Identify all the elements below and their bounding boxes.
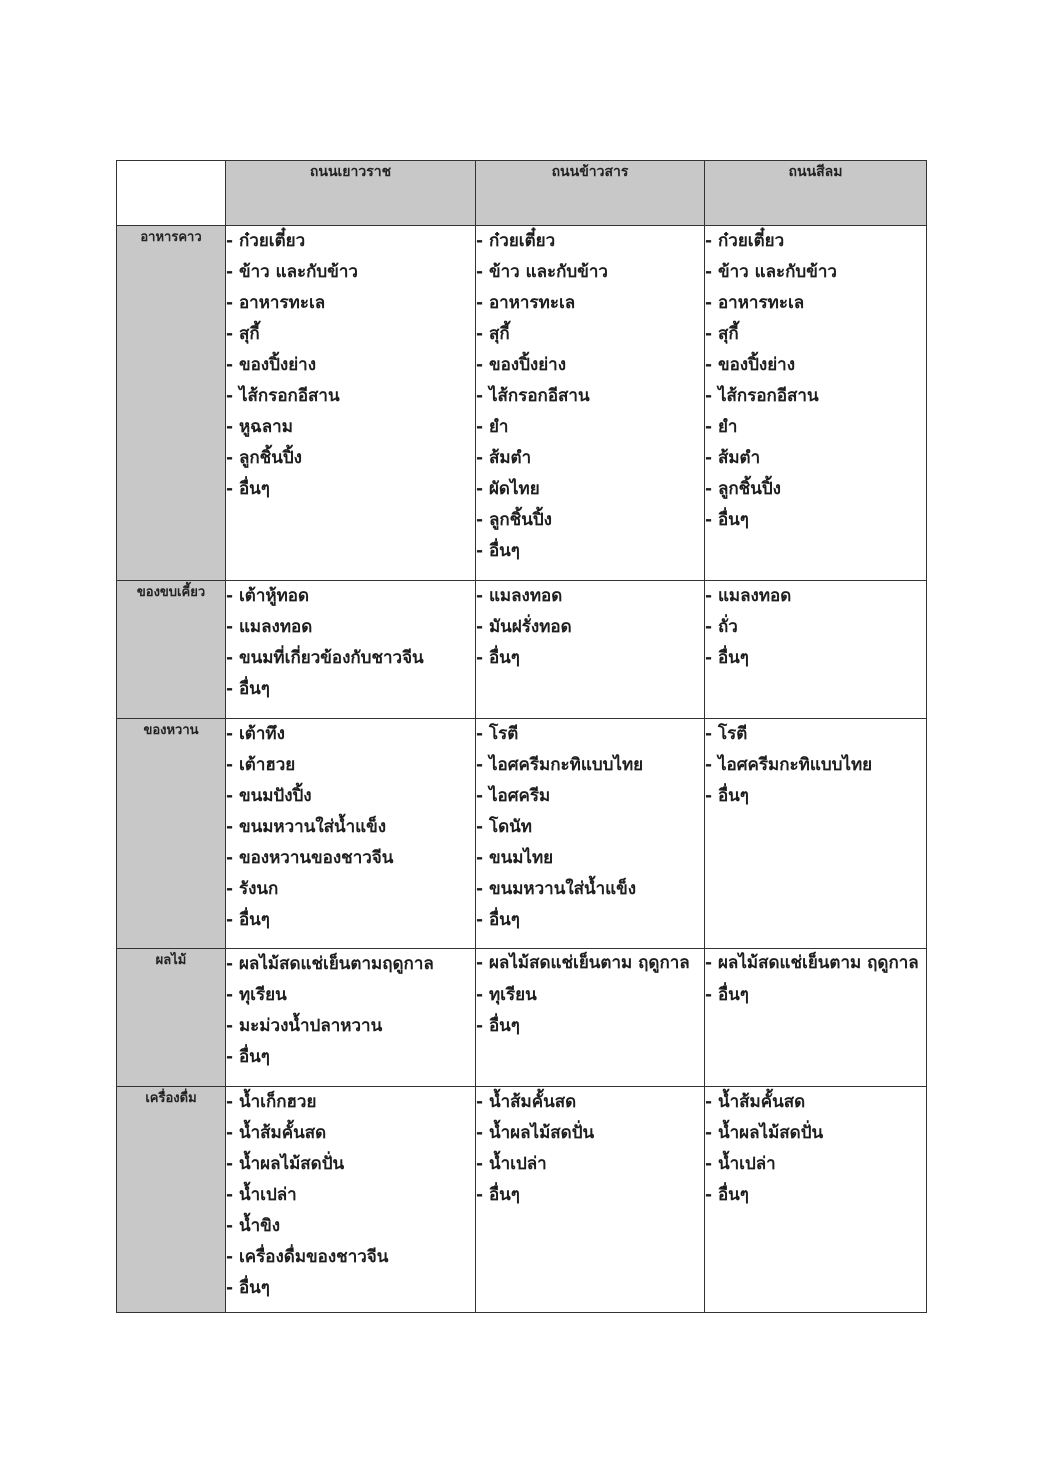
row-header-snacks: ของขบเคี้ยว <box>117 581 226 719</box>
list-item: - ขนมที่เกี่ยวข้องกับชาวจีน <box>226 648 424 668</box>
item-list <box>226 719 475 936</box>
list-item: - เต้าฮวย <box>226 755 296 775</box>
list-item: - ถั่ว <box>705 617 738 637</box>
list-item: - อื่นๆ <box>226 1278 270 1298</box>
list-item: - ข้าว และกับข้าว <box>476 262 608 282</box>
corner-cell <box>117 161 226 226</box>
item-list <box>226 1087 475 1304</box>
table-cell <box>476 581 705 719</box>
list-item: - มะม่วงน้ำปลาหวาน <box>226 1016 383 1036</box>
table-cell <box>705 949 927 1087</box>
header-row <box>117 161 927 226</box>
item-list <box>476 226 704 567</box>
column-header-yaowarat: ถนนเยาวราช <box>226 161 476 226</box>
list-item: - ผัดไทย <box>476 479 540 499</box>
list-item: - ของปิ้งย่าง <box>226 355 317 375</box>
table-row <box>117 1087 927 1313</box>
row-header-savory: อาหารคาว <box>117 226 226 581</box>
list-item: - น้ำส้มคั้นสด <box>226 1123 327 1143</box>
table-cell <box>226 1087 476 1313</box>
list-item: - ผลไม้สดแช่เย็นตาม ฤดูกาล <box>476 953 690 973</box>
list-item: - หูฉลาม <box>226 417 293 437</box>
list-item: - ลูกชิ้นปิ้ง <box>705 479 781 499</box>
list-item: - ยำ <box>705 417 738 437</box>
list-item: - ไส้กรอกอีสาน <box>226 386 340 406</box>
list-item: - ก๋วยเตี๋ยว <box>476 231 556 251</box>
list-item: - แมลงทอด <box>705 586 792 606</box>
list-item: - ข้าว และกับข้าว <box>705 262 837 282</box>
list-item: - น้ำขิง <box>226 1216 281 1236</box>
list-item: - โดนัท <box>476 817 532 837</box>
table-cell <box>476 719 705 949</box>
list-item: - น้ำผลไม้สดปั่น <box>476 1123 595 1143</box>
table-cell <box>476 1087 705 1313</box>
list-item: - อื่นๆ <box>705 786 749 806</box>
list-item: - โรตี <box>476 724 519 744</box>
list-item: - ไอศครีมกะทิแบบไทย <box>476 755 644 775</box>
list-item: - เต้าหู้ทอด <box>226 586 310 606</box>
table-cell <box>226 719 476 949</box>
list-item: - เต้าทึง <box>226 724 285 744</box>
list-item: - น้ำผลไม้สดปั่น <box>226 1154 345 1174</box>
table-cell <box>705 719 927 949</box>
table-cell <box>476 949 705 1087</box>
row-header-drinks: เครื่องดื่ม <box>117 1087 226 1313</box>
list-item: - อื่นๆ <box>476 1185 520 1205</box>
item-list <box>226 949 475 1073</box>
list-item: - ขนมไทย <box>476 848 554 868</box>
list-item: - อื่นๆ <box>705 648 749 668</box>
list-item: - น้ำเปล่า <box>705 1154 776 1174</box>
item-list <box>476 949 704 1042</box>
list-item: - ทุเรียน <box>226 985 287 1005</box>
list-item: - ขนมปังปิ้ง <box>226 786 312 806</box>
list-item: - น้ำเก็กฮวย <box>226 1092 317 1112</box>
table-row <box>117 581 927 719</box>
list-item: - อื่นๆ <box>705 510 749 530</box>
table-row <box>117 949 927 1087</box>
item-list <box>476 719 704 936</box>
list-item: - สุกี้ <box>705 324 739 344</box>
list-item: - อื่นๆ <box>476 541 520 561</box>
item-list <box>226 226 475 505</box>
item-list <box>705 719 926 812</box>
list-item: - ไส้กรอกอีสาน <box>476 386 590 406</box>
table-cell <box>226 226 476 581</box>
list-item: - น้ำส้มคั้นสด <box>705 1092 806 1112</box>
list-item: - ทุเรียน <box>476 985 537 1005</box>
item-list <box>476 581 704 674</box>
table-row <box>117 719 927 949</box>
list-item: - ไส้กรอกอีสาน <box>705 386 819 406</box>
list-item: - ส้มตำ <box>476 448 532 468</box>
item-list <box>705 1087 926 1211</box>
list-item: - อาหารทะเล <box>705 293 805 313</box>
item-list <box>705 226 926 536</box>
list-item: - ลูกชิ้นปิ้ง <box>226 448 302 468</box>
list-item: - ส้มตำ <box>705 448 761 468</box>
table-cell <box>226 581 476 719</box>
table-cell <box>476 226 705 581</box>
list-item: - น้ำส้มคั้นสด <box>476 1092 577 1112</box>
list-item: - มันฝรั่งทอด <box>476 617 572 637</box>
list-item: - ขนมหวานใส่น้ำแข็ง <box>226 817 387 837</box>
column-header-khaosan: ถนนข้าวสาร <box>476 161 705 226</box>
list-item: - ยำ <box>476 417 509 437</box>
table-cell <box>226 949 476 1087</box>
table-cell <box>705 226 927 581</box>
list-item: - อื่นๆ <box>476 1016 520 1036</box>
food-comparison-table <box>116 160 927 1313</box>
list-item: - เครื่องดื่มของชาวจีน <box>226 1247 389 1267</box>
table-row <box>117 226 927 581</box>
list-item: - อาหารทะเล <box>476 293 576 313</box>
list-item: - โรตี <box>705 724 748 744</box>
list-item: - อื่นๆ <box>476 910 520 930</box>
row-header-fruits: ผลไม้ <box>117 949 226 1087</box>
list-item: - ไอศครีมกะทิแบบไทย <box>705 755 873 775</box>
item-list <box>226 581 475 705</box>
table-cell <box>705 581 927 719</box>
list-item: - สุกี้ <box>476 324 510 344</box>
item-list <box>476 1087 704 1211</box>
list-item: - น้ำเปล่า <box>226 1185 297 1205</box>
list-item: - อาหารทะเล <box>226 293 326 313</box>
list-item: - แมลงทอด <box>226 617 313 637</box>
item-list <box>705 949 926 1011</box>
list-item: - ของหวานของชาวจีน <box>226 848 394 868</box>
list-item: - ข้าว และกับข้าว <box>226 262 358 282</box>
list-item: - อื่นๆ <box>476 648 520 668</box>
list-item: - อื่นๆ <box>705 1185 749 1205</box>
list-item: - ของปิ้งย่าง <box>476 355 567 375</box>
list-item: - อื่นๆ <box>226 910 270 930</box>
list-item: - น้ำเปล่า <box>476 1154 547 1174</box>
list-item: - สุกี้ <box>226 324 260 344</box>
row-header-desserts: ของหวาน <box>117 719 226 949</box>
item-list <box>705 581 926 674</box>
list-item: - ของปิ้งย่าง <box>705 355 796 375</box>
list-item: - อื่นๆ <box>705 985 749 1005</box>
column-header-silom: ถนนสีลม <box>705 161 927 226</box>
list-item: - ขนมหวานใส่น้ำแข็ง <box>476 879 637 899</box>
list-item: - อื่นๆ <box>226 679 270 699</box>
list-item: - ผลไม้สดแช่เย็นตามฤดูกาล <box>226 954 434 974</box>
list-item: - ก๋วยเตี๋ยว <box>226 231 306 251</box>
list-item: - อื่นๆ <box>226 479 270 499</box>
list-item: - อื่นๆ <box>226 1047 270 1067</box>
list-item: - รังนก <box>226 879 279 899</box>
list-item: - ก๋วยเตี๋ยว <box>705 231 785 251</box>
list-item: - น้ำผลไม้สดปั่น <box>705 1123 824 1143</box>
list-item: - แมลงทอด <box>476 586 563 606</box>
table-cell <box>705 1087 927 1313</box>
list-item: - ผลไม้สดแช่เย็นตาม ฤดูกาล <box>705 953 919 973</box>
list-item: - ลูกชิ้นปิ้ง <box>476 510 552 530</box>
list-item: - ไอศครีม <box>476 786 551 806</box>
